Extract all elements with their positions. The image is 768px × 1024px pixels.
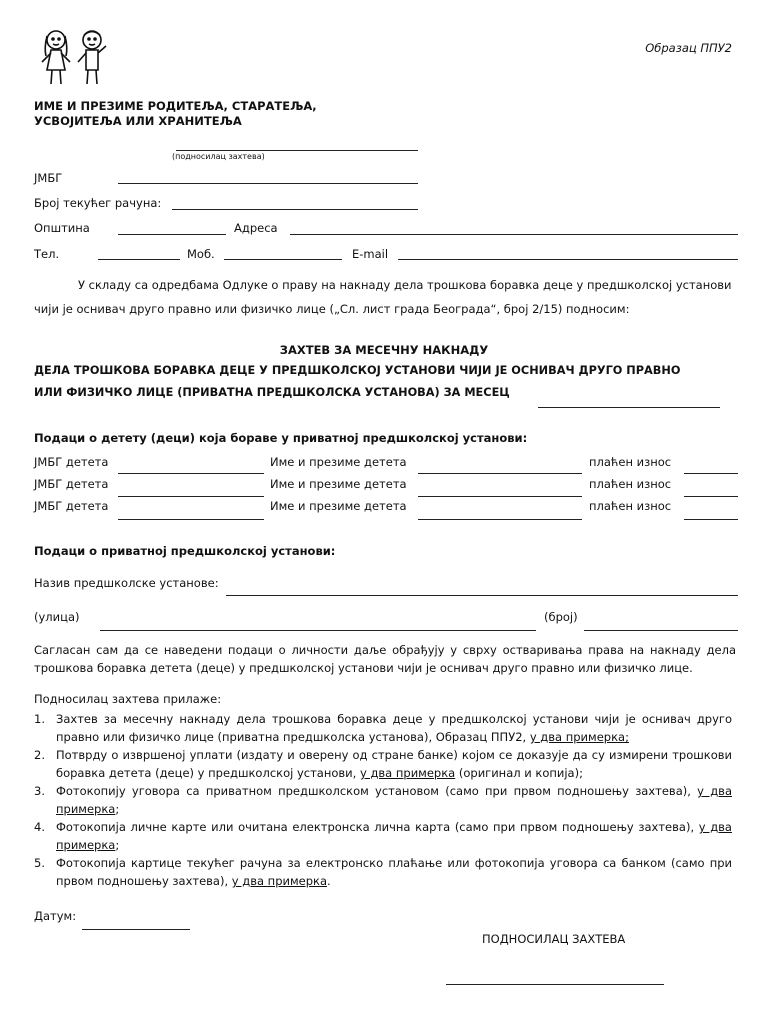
street-line[interactable] xyxy=(100,630,536,631)
title-line2: ДЕЛА ТРОШКОВА БОРАВКА ДЕЦЕ У ПРЕДШКОЛСКОЈ УСТАНОВИ ЧИЈИ ЈЕ ОСНИВАЧ ДРУГО ПРАВНО xyxy=(34,364,681,377)
list-item-underlined: у два примерка xyxy=(231,874,328,888)
attachments-list xyxy=(34,710,732,890)
list-item-number: 5. xyxy=(34,856,45,870)
list-item-tail: (оригинал и копија); xyxy=(455,766,583,780)
child-jmbg-line[interactable] xyxy=(118,473,264,474)
address-line[interactable] xyxy=(290,234,738,235)
list-item-underlined: у два примерка xyxy=(359,766,456,780)
child-name-label: Име и презиме детета xyxy=(270,477,407,491)
list-item xyxy=(34,746,732,782)
applicant-caption: (подносилац захтева) xyxy=(172,152,265,161)
header-line1: ИМЕ И ПРЕЗИМЕ РОДИТЕЉА, СТАРАТЕЉА, xyxy=(34,99,317,113)
date-label: Датум: xyxy=(34,909,77,923)
child-name-label: Име и презиме детета xyxy=(270,455,407,469)
list-item-number: 3. xyxy=(34,784,45,798)
list-item-text: Потврду о извршеној уплати (издату и оверену од стране банке) којом се доказује да су измирени трошкови боравка детета (деце) у предшколској установи, xyxy=(56,748,732,780)
list-item xyxy=(34,710,732,746)
number-line[interactable] xyxy=(584,630,738,631)
jmbg-label: ЈМБГ xyxy=(34,171,63,185)
child-name-line[interactable] xyxy=(418,496,582,497)
phone-line[interactable] xyxy=(98,259,180,260)
mobile-label: Моб. xyxy=(187,247,215,261)
child-name-line[interactable] xyxy=(418,519,582,520)
institution-name-line[interactable] xyxy=(226,595,738,596)
institution-name-label: Назив предшколске установе: xyxy=(34,576,219,590)
list-item-text: Фотокопија личне карте или очитана електронска лична карта (само при првом подношењу захтева), xyxy=(56,820,699,834)
list-item-number: 2. xyxy=(34,748,45,762)
intro-part2: чији је оснивач друго правно или физичко лице („Сл. лист града Београда“, број 2/15) подносим: xyxy=(34,302,630,316)
list-item-text: Фотокопија картице текућег рачуна за електронско плаћање или фотокопија уговора са банком (само при првом подношењу захтева), xyxy=(56,856,732,888)
header-line2: УСВОЈИТЕЉА ИЛИ ХРАНИТЕЉА xyxy=(34,114,242,128)
list-item-number: 1. xyxy=(34,712,45,726)
child-amount-label: плаћен износ xyxy=(589,455,672,469)
list-item xyxy=(34,854,732,890)
title-line3: ИЛИ ФИЗИЧКО ЛИЦЕ (ПРИВАТНА ПРЕДШКОЛСКА УСТАНОВА) ЗА МЕСЕЦ xyxy=(34,386,510,399)
child-amount-line[interactable] xyxy=(684,496,738,497)
list-item xyxy=(34,782,732,818)
child-jmbg-label: ЈМБГ детета xyxy=(34,499,109,513)
list-item-number: 4. xyxy=(34,820,45,834)
mobile-line[interactable] xyxy=(224,259,342,260)
intro-paragraph xyxy=(34,273,736,321)
list-item-underlined: у два примерка xyxy=(56,820,732,852)
list-item-underlined: у два примерка; xyxy=(529,730,629,744)
account-label: Број текућег рачуна: xyxy=(34,196,162,210)
child-jmbg-line[interactable] xyxy=(118,519,264,520)
signature-line[interactable] xyxy=(446,984,664,985)
child-name-label: Име и презиме детета xyxy=(270,499,407,513)
form-code: Образац ППУ2 xyxy=(645,41,732,55)
address-label: Адреса xyxy=(234,221,278,235)
child-amount-line[interactable] xyxy=(684,473,738,474)
list-item-tail: . xyxy=(327,874,331,888)
list-item xyxy=(34,818,732,854)
email-line[interactable] xyxy=(398,259,738,260)
child-jmbg-line[interactable] xyxy=(118,496,264,497)
street-label: (улица) xyxy=(34,610,80,624)
applicant-name-line[interactable] xyxy=(176,150,418,151)
signature-label: ПОДНОСИЛАЦ ЗАХТЕВА xyxy=(482,932,626,946)
municipality-label: Општина xyxy=(34,221,90,235)
jmbg-line[interactable] xyxy=(118,183,418,184)
account-line[interactable] xyxy=(172,209,418,210)
child-amount-line[interactable] xyxy=(684,519,738,520)
list-item-tail: ; xyxy=(115,802,120,816)
consent-paragraph: Сагласан сам да се наведени подаци о личности даље обрађују у сврху остваривања права на накнаду дела трошкова боравка детета (деце) у предшколској установи чији је оснивач друго правно или физичко лице. xyxy=(34,643,736,675)
list-item-underlined: у два примерка xyxy=(56,784,732,816)
phone-label: Тел. xyxy=(34,247,60,261)
date-line[interactable] xyxy=(82,929,190,930)
child-jmbg-label: ЈМБГ детета xyxy=(34,455,109,469)
children-logo xyxy=(36,26,116,92)
municipality-line[interactable] xyxy=(118,234,226,235)
attachments-heading: Подносилац захтева прилаже: xyxy=(34,692,222,706)
institution-heading: Подаци о приватној предшколској установи: xyxy=(34,544,336,558)
children-heading: Подаци о детету (деци) која бораве у приватној предшколској установи: xyxy=(34,431,528,445)
list-item-tail: ; xyxy=(115,838,120,852)
intro-part1: У складу са одредбама Одлуке о праву на накнаду дела трошкова боравка деце у предшколској установи xyxy=(78,278,732,292)
child-amount-label: плаћен износ xyxy=(589,499,672,513)
list-item-text: Фотокопију уговора са приватном предшколском установом (само при првом подношењу захтева), xyxy=(56,784,698,798)
list-item-text: Захтев за месечну накнаду дела трошкова боравка деце у предшколској установи чији је оснивач друго правно или физичко лице (приватна предшколска установа), Образац ППУ2, xyxy=(56,712,732,744)
email-label: E-mail xyxy=(352,247,389,261)
month-line[interactable] xyxy=(538,407,720,408)
title-line1: ЗАХТЕВ ЗА МЕСЕЧНУ НАКНАДУ xyxy=(279,343,489,357)
child-jmbg-label: ЈМБГ детета xyxy=(34,477,109,491)
child-amount-label: плаћен износ xyxy=(589,477,672,491)
number-label: (број) xyxy=(544,610,578,624)
child-name-line[interactable] xyxy=(418,473,582,474)
